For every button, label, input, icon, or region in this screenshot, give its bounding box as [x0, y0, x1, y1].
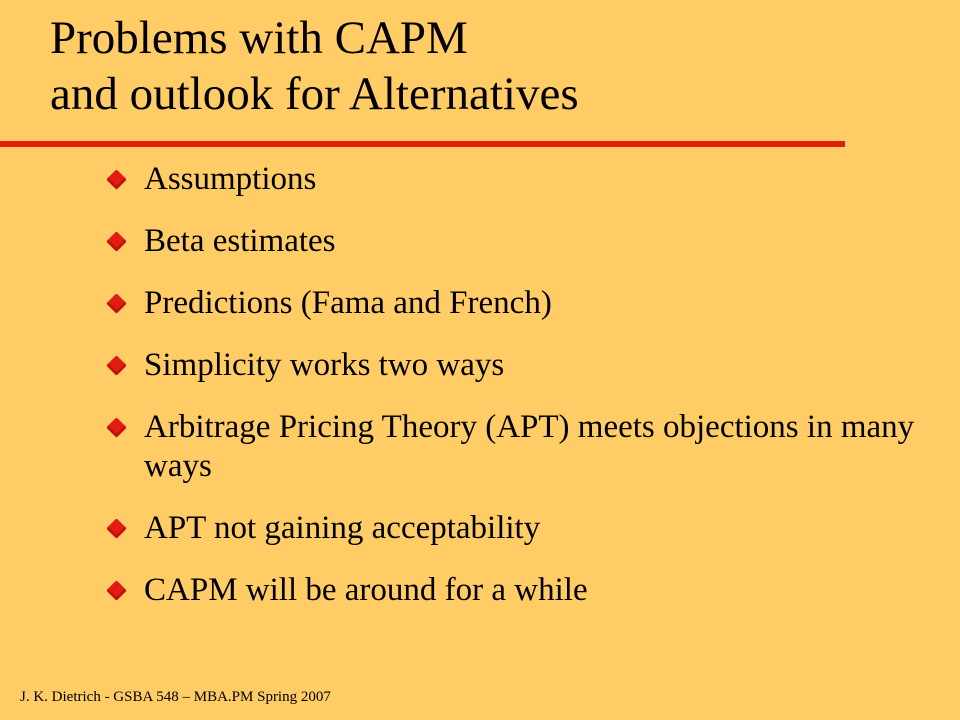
title-line-1: Problems with CAPM	[50, 12, 468, 64]
bullet-text: Arbitrage Pricing Theory (APT) meets objections in many ways	[144, 409, 915, 484]
bullet-text: Simplicity works two ways	[144, 347, 505, 383]
slide-footer: J. K. Dietrich - GSBA 548 – MBA.PM Spring 2007	[20, 689, 331, 705]
diamond-bullet-icon	[106, 417, 126, 437]
diamond-bullet-icon	[106, 518, 126, 538]
diamond-bullet-icon	[106, 580, 126, 600]
diamond-bullet-icon	[106, 169, 126, 189]
slide-title	[50, 10, 930, 122]
bullet-item	[106, 222, 936, 261]
bullet-text: Beta estimates	[144, 223, 336, 259]
bullet-text: CAPM will be around for a while	[144, 572, 588, 608]
bullet-text: Assumptions	[144, 161, 317, 197]
bullet-text: Predictions (Fama and French)	[144, 285, 552, 321]
diamond-bullet-icon	[106, 293, 126, 313]
diamond-bullet-icon	[106, 355, 126, 375]
bullet-list	[106, 160, 936, 633]
bullet-item	[106, 509, 936, 548]
title-line-2: and outlook for Alternatives	[50, 68, 579, 120]
bullet-item	[106, 571, 936, 610]
bullet-item	[106, 284, 936, 323]
title-underline	[0, 141, 845, 147]
bullet-item	[106, 408, 936, 486]
bullet-text: APT not gaining acceptability	[144, 510, 541, 546]
diamond-bullet-icon	[106, 231, 126, 251]
bullet-item	[106, 160, 936, 199]
bullet-item	[106, 346, 936, 385]
